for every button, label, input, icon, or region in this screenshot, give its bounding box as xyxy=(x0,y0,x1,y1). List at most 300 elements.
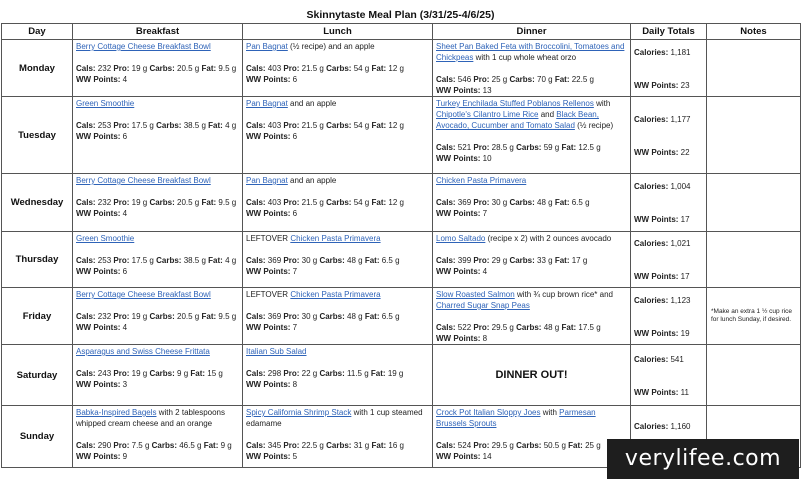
fat-value: 17 g xyxy=(571,256,588,265)
meal-description xyxy=(436,41,627,63)
meal-plan-table xyxy=(1,23,801,468)
daily-totals-cell xyxy=(631,174,707,232)
ww-points-label: WW Points: xyxy=(246,267,291,276)
table-row xyxy=(2,232,801,288)
macros xyxy=(246,255,429,266)
daily-ww-value: 11 xyxy=(680,387,689,397)
carbs-value: 48 g xyxy=(347,256,363,265)
day-label: Saturday xyxy=(2,345,73,406)
cals-value: 524 xyxy=(457,441,472,450)
recipe-link[interactable]: Green Smoothie xyxy=(76,234,135,243)
carbs-value: 20.5 g xyxy=(177,198,200,207)
daily-calories xyxy=(634,47,703,58)
meal-suffix: with 1 cup whole wheat orzo xyxy=(473,53,577,62)
protein-value: 29 g xyxy=(491,256,508,265)
protein-label: Pro: xyxy=(113,121,130,130)
cals-label: Cals: xyxy=(246,121,266,130)
table-row xyxy=(2,174,801,232)
cals-value: 232 xyxy=(97,64,112,73)
recipe-link[interactable]: Berry Cottage Cheese Breakfast Bowl xyxy=(76,42,211,51)
meal-description xyxy=(436,289,627,311)
spacer xyxy=(436,244,627,255)
recipe-link[interactable]: Parmesan Brussels Sprouts xyxy=(436,408,596,428)
fat-value: 9.5 g xyxy=(218,64,237,73)
cals-value: 243 xyxy=(97,369,112,378)
cals-value: 232 xyxy=(97,198,112,207)
fat-value: 16 g xyxy=(388,441,404,450)
protein-value: 17.5 g xyxy=(131,256,154,265)
protein-value: 22.5 g xyxy=(301,441,324,450)
fat-label: Fat: xyxy=(371,64,387,73)
meal-description xyxy=(246,98,429,109)
ww-points-label: WW Points: xyxy=(76,323,121,332)
recipe-link[interactable]: Chicken Pasta Primavera xyxy=(436,176,527,185)
carbs-value: 11.5 g xyxy=(347,369,369,378)
protein-label: Pro: xyxy=(113,256,130,265)
cals-label: Cals: xyxy=(246,198,266,207)
protein-label: Pro: xyxy=(473,75,490,84)
meal-suffix: and an apple xyxy=(287,176,337,185)
ww-points-value: 10 xyxy=(482,154,492,163)
carbs-label: Carbs: xyxy=(156,121,182,130)
fat-label: Fat: xyxy=(554,75,570,84)
fat-label: Fat: xyxy=(371,121,387,130)
macros xyxy=(436,74,627,85)
cals-value: 369 xyxy=(457,198,472,207)
protein-label: Pro: xyxy=(473,256,490,265)
daily-calories xyxy=(634,181,703,192)
protein-label: Pro: xyxy=(473,143,490,152)
dinner-cell xyxy=(433,174,631,232)
carbs-value: 54 g xyxy=(353,121,370,130)
fat-value: 22.5 g xyxy=(571,75,594,84)
daily-ww-label: WW Points: xyxy=(634,387,679,397)
notes-cell xyxy=(707,232,801,288)
lunch-cell xyxy=(243,40,433,97)
cals-label: Cals: xyxy=(436,323,456,332)
ww-points xyxy=(76,208,239,219)
fat-value: 4 g xyxy=(225,121,237,130)
lunch-cell xyxy=(243,288,433,345)
fat-value: 6.5 g xyxy=(381,256,400,265)
fat-value: 19 g xyxy=(387,369,404,378)
spacer xyxy=(76,109,239,120)
daily-ww-label: WW Points: xyxy=(634,215,679,224)
meal-description xyxy=(76,98,239,109)
fat-label: Fat: xyxy=(371,441,387,450)
ww-points xyxy=(436,333,627,344)
protein-label: Pro: xyxy=(113,64,130,73)
carbs-value: 54 g xyxy=(353,64,370,73)
macros xyxy=(246,120,429,131)
breakfast-cell xyxy=(73,232,243,288)
spacer xyxy=(436,63,627,74)
recipe-link[interactable]: Babka-Inspired Bagels xyxy=(76,408,157,417)
cals-value: 345 xyxy=(267,441,282,450)
meal-description xyxy=(436,98,627,131)
ww-points-value: 7 xyxy=(292,267,298,276)
recipe-link[interactable]: Slow Roasted Salmon xyxy=(436,290,515,299)
header-dinner: Dinner xyxy=(433,24,631,40)
fat-value: 12 g xyxy=(388,64,404,73)
spacer xyxy=(634,306,703,317)
meal-text: with ¾ cup brown rice* and xyxy=(514,290,613,299)
spacer xyxy=(436,311,627,322)
cals-label: Cals: xyxy=(76,64,96,73)
ww-points-value: 8 xyxy=(292,380,298,389)
carbs-value: 48 g xyxy=(347,312,363,321)
meal-prefix: LEFTOVER xyxy=(246,290,291,299)
protein-value: 19 g xyxy=(131,312,148,321)
daily-calories-value: 1,160 xyxy=(670,421,691,431)
protein-label: Pro: xyxy=(473,323,490,332)
ww-points-value: 7 xyxy=(482,209,488,218)
cals-value: 290 xyxy=(97,441,112,450)
fat-value: 15 g xyxy=(207,369,223,378)
carbs-value: 20.5 g xyxy=(177,312,200,321)
daily-ww xyxy=(634,214,703,225)
table-row xyxy=(2,345,801,406)
ww-points-label: WW Points: xyxy=(246,452,291,461)
meal-text: with xyxy=(593,99,611,108)
carbs-value: 59 g xyxy=(543,143,560,152)
macros xyxy=(76,120,239,131)
cals-value: 253 xyxy=(97,256,112,265)
ww-points-value: 7 xyxy=(292,323,298,332)
recipe-link[interactable]: Berry Cottage Cheese Breakfast Bowl xyxy=(76,290,211,299)
meal-suffix: (½ recipe) xyxy=(574,121,614,130)
lunch-cell xyxy=(243,174,433,232)
cals-label: Cals: xyxy=(246,369,266,378)
ww-points-value: 14 xyxy=(482,452,492,461)
protein-value: 30 g xyxy=(301,256,318,265)
carbs-value: 46.5 g xyxy=(179,441,202,450)
spacer xyxy=(246,52,429,63)
meal-description xyxy=(436,233,627,244)
carbs-label: Carbs: xyxy=(319,312,345,321)
ww-points-label: WW Points: xyxy=(76,380,121,389)
ww-points-value: 6 xyxy=(292,75,298,84)
ww-points-value: 4 xyxy=(122,209,128,218)
header-day: Day xyxy=(2,24,73,40)
carbs-label: Carbs: xyxy=(149,64,175,73)
cals-label: Cals: xyxy=(76,441,96,450)
daily-calories xyxy=(634,295,703,306)
cals-label: Cals: xyxy=(76,198,96,207)
meal-description xyxy=(246,41,429,52)
table-row xyxy=(2,97,801,174)
protein-value: 29.5 g xyxy=(491,323,514,332)
protein-label: Pro: xyxy=(283,198,300,207)
cals-value: 369 xyxy=(267,312,282,321)
spacer xyxy=(246,244,429,255)
cals-value: 521 xyxy=(457,143,472,152)
meal-description xyxy=(246,175,429,186)
spacer xyxy=(76,300,239,311)
meal-description xyxy=(436,407,627,429)
ww-points-value: 4 xyxy=(122,323,128,332)
cals-value: 232 xyxy=(97,312,112,321)
spacer xyxy=(246,357,429,368)
carbs-label: Carbs: xyxy=(326,121,352,130)
ww-points xyxy=(246,322,429,333)
protein-label: Pro: xyxy=(473,198,490,207)
ww-points-label: WW Points: xyxy=(436,267,481,276)
carbs-label: Carbs: xyxy=(516,143,542,152)
ww-points-value: 3 xyxy=(122,380,128,389)
daily-ww-label: WW Points: xyxy=(634,272,679,281)
recipe-link[interactable]: Pan Bagnat xyxy=(246,176,288,185)
breakfast-cell xyxy=(73,345,243,406)
spacer xyxy=(246,109,429,120)
header-breakfast: Breakfast xyxy=(73,24,243,40)
ww-points-label: WW Points: xyxy=(246,380,291,389)
ww-points-label: WW Points: xyxy=(76,209,121,218)
fat-label: Fat: xyxy=(208,256,223,265)
table-row xyxy=(2,288,801,345)
protein-value: 25 g xyxy=(491,75,508,84)
ww-points-value: 6 xyxy=(122,267,128,276)
macros xyxy=(76,440,239,451)
protein-label: Pro: xyxy=(113,312,130,321)
carbs-value: 70 g xyxy=(537,75,553,84)
cals-value: 369 xyxy=(267,256,282,265)
daily-calories-value: 1,021 xyxy=(670,239,691,248)
daily-ww xyxy=(634,80,703,91)
recipe-link[interactable]: Green Smoothie xyxy=(76,99,135,108)
fat-value: 6.5 g xyxy=(381,312,400,321)
carbs-label: Carbs: xyxy=(151,441,177,450)
carbs-label: Carbs: xyxy=(509,256,535,265)
macros xyxy=(246,311,429,322)
ww-points-value: 6 xyxy=(122,132,128,141)
fat-label: Fat: xyxy=(203,441,219,450)
cals-label: Cals: xyxy=(76,121,96,130)
protein-label: Pro: xyxy=(283,312,300,321)
recipe-link[interactable]: Lomo Saltado xyxy=(436,234,486,243)
carbs-value: 33 g xyxy=(537,256,553,265)
fat-value: 9.5 g xyxy=(218,198,237,207)
daily-calories xyxy=(634,238,703,249)
cals-label: Cals: xyxy=(246,312,266,321)
recipe-link[interactable]: Chipotle's Cilantro Lime Rice xyxy=(436,110,539,119)
spacer xyxy=(634,260,703,271)
recipe-link[interactable]: Pan Bagnat xyxy=(246,42,288,51)
macros xyxy=(246,440,429,451)
spacer xyxy=(634,249,703,260)
cals-label: Cals: xyxy=(436,198,456,207)
ww-points xyxy=(76,451,239,462)
day-label: Thursday xyxy=(2,232,73,288)
daily-totals-cell xyxy=(631,345,707,406)
ww-points xyxy=(76,131,239,142)
meal-description xyxy=(76,233,239,244)
macros xyxy=(246,197,429,208)
ww-points xyxy=(436,208,627,219)
spacer xyxy=(246,429,429,440)
ww-points-label: WW Points: xyxy=(436,209,481,218)
dinner-out-text: DINNER OUT! xyxy=(495,369,568,381)
recipe-link[interactable]: Spicy California Shrimp Stack xyxy=(246,408,352,417)
dinner-cell xyxy=(433,97,631,174)
daily-ww-value: 17 xyxy=(680,272,690,281)
daily-ww-value: 23 xyxy=(680,80,690,90)
macros xyxy=(246,63,429,74)
protein-label: Pro: xyxy=(473,441,490,450)
lunch-cell xyxy=(243,406,433,468)
spacer xyxy=(634,365,703,376)
cals-label: Cals: xyxy=(436,143,456,152)
spacer xyxy=(634,125,703,136)
meal-text: with xyxy=(540,408,560,417)
watermark: verylifee.com xyxy=(607,439,799,479)
spacer xyxy=(246,186,429,197)
daily-totals-cell xyxy=(631,40,707,97)
macros xyxy=(76,63,239,74)
day-label: Wednesday xyxy=(2,174,73,232)
fat-label: Fat: xyxy=(554,198,570,207)
fat-label: Fat: xyxy=(201,198,217,207)
meal-description xyxy=(246,407,429,429)
header-notes: Notes xyxy=(707,24,801,40)
fat-label: Fat: xyxy=(208,121,223,130)
daily-ww xyxy=(634,147,703,158)
carbs-label: Carbs: xyxy=(326,441,352,450)
ww-points-label: WW Points: xyxy=(76,75,121,84)
daily-ww-value: 22 xyxy=(680,147,690,157)
daily-calories-label: Calories: xyxy=(634,354,669,364)
cals-value: 403 xyxy=(267,198,282,207)
cals-value: 253 xyxy=(97,121,112,130)
notes-cell xyxy=(707,345,801,406)
daily-ww-label: WW Points: xyxy=(634,80,679,90)
dinner-cell xyxy=(433,288,631,345)
spacer xyxy=(76,357,239,368)
protein-label: Pro: xyxy=(283,121,300,130)
meal-plan-body xyxy=(2,40,801,468)
macros xyxy=(76,197,239,208)
daily-calories-value: 1,123 xyxy=(670,295,691,305)
macros xyxy=(436,322,627,333)
protein-label: Pro: xyxy=(283,256,300,265)
macros xyxy=(76,311,239,322)
dinner-cell xyxy=(433,406,631,468)
header-lunch: Lunch xyxy=(243,24,433,40)
recipe-link[interactable]: Sheet Pan Baked Feta with Broccolini, Tomatoes and Chickpeas xyxy=(436,42,625,62)
recipe-link[interactable]: Italian Sub Salad xyxy=(246,347,307,356)
recipe-link[interactable]: Crock Pot Italian Sloppy Joes xyxy=(436,408,541,417)
cals-value: 522 xyxy=(457,323,472,332)
ww-points-value: 5 xyxy=(292,452,298,461)
ww-points-label: WW Points: xyxy=(436,334,481,343)
fat-label: Fat: xyxy=(561,323,577,332)
carbs-label: Carbs: xyxy=(149,312,175,321)
recipe-link[interactable]: Chicken Pasta Primavera xyxy=(290,290,381,299)
carbs-label: Carbs: xyxy=(326,198,352,207)
header-daily-totals: Daily Totals xyxy=(631,24,707,40)
ww-points xyxy=(246,74,429,85)
carbs-label: Carbs: xyxy=(509,75,535,84)
recipe-link[interactable]: Black Bean, Avocado, Cucumber and Tomato Salad xyxy=(436,110,599,130)
fat-label: Fat: xyxy=(190,369,206,378)
day-label: Tuesday xyxy=(2,97,73,174)
cals-value: 399 xyxy=(457,256,472,265)
meal-suffix: (recipe x 2) with 2 ounces avocado xyxy=(485,234,612,243)
lunch-cell xyxy=(243,97,433,174)
breakfast-cell xyxy=(73,40,243,97)
spacer xyxy=(634,136,703,147)
fat-value: 4 g xyxy=(225,256,237,265)
recipe-link[interactable]: Pan Bagnat xyxy=(246,99,288,108)
ww-points xyxy=(246,379,429,390)
protein-label: Pro: xyxy=(283,64,300,73)
protein-value: 21.5 g xyxy=(301,64,324,73)
ww-points xyxy=(436,266,627,277)
cals-label: Cals: xyxy=(76,256,96,265)
protein-value: 21.5 g xyxy=(301,198,324,207)
carbs-label: Carbs: xyxy=(156,256,182,265)
ww-points-label: WW Points: xyxy=(76,267,121,276)
fat-value: 12 g xyxy=(388,198,404,207)
spacer xyxy=(436,429,627,440)
recipe-link[interactable]: Chicken Pasta Primavera xyxy=(290,234,381,243)
ww-points-label: WW Points: xyxy=(246,75,291,84)
lunch-cell xyxy=(243,345,433,406)
ww-points-value: 13 xyxy=(482,86,492,95)
ww-points xyxy=(246,131,429,142)
day-label: Monday xyxy=(2,40,73,97)
ww-points xyxy=(76,74,239,85)
cals-value: 403 xyxy=(267,64,282,73)
recipe-link[interactable]: Turkey Enchilada Stuffed Poblanos Rellenos xyxy=(436,99,594,108)
day-label: Sunday xyxy=(2,406,73,468)
meal-description xyxy=(76,346,239,357)
meal-prefix: LEFTOVER xyxy=(246,234,291,243)
recipe-link[interactable]: Charred Sugar Snap Peas xyxy=(436,301,530,310)
carbs-value: 9 g xyxy=(177,369,189,378)
ww-points-label: WW Points: xyxy=(76,132,121,141)
macros xyxy=(436,142,627,153)
meal-suffix: with 1 cup steamed edamame xyxy=(246,408,423,428)
spacer xyxy=(76,244,239,255)
carbs-label: Carbs: xyxy=(149,198,175,207)
carbs-value: 50.5 g xyxy=(543,441,566,450)
fat-value: 12 g xyxy=(388,121,404,130)
daily-calories-value: 1,004 xyxy=(670,182,691,191)
recipe-link[interactable]: Asparagus and Swiss Cheese Frittata xyxy=(76,347,210,356)
carbs-value: 48 g xyxy=(543,323,560,332)
cals-label: Cals: xyxy=(76,369,96,378)
carbs-value: 20.5 g xyxy=(177,64,200,73)
ww-points-label: WW Points: xyxy=(246,132,291,141)
carbs-label: Carbs: xyxy=(509,198,535,207)
dinner-cell xyxy=(433,232,631,288)
recipe-link[interactable]: Berry Cottage Cheese Breakfast Bowl xyxy=(76,176,211,185)
macros xyxy=(436,440,627,451)
fat-value: 9.5 g xyxy=(218,312,237,321)
daily-totals-cell xyxy=(631,97,707,174)
carbs-value: 54 g xyxy=(353,198,370,207)
carbs-label: Carbs: xyxy=(516,441,542,450)
protein-label: Pro: xyxy=(113,441,130,450)
macros xyxy=(436,255,627,266)
notes-cell: *Make an extra 1 ½ cup rice for lunch Sunday, if desired. xyxy=(707,288,801,345)
daily-calories-label: Calories: xyxy=(634,114,669,124)
spacer xyxy=(634,203,703,214)
dinner-cell xyxy=(433,345,631,406)
cals-label: Cals: xyxy=(246,256,266,265)
protein-label: Pro: xyxy=(113,369,130,378)
